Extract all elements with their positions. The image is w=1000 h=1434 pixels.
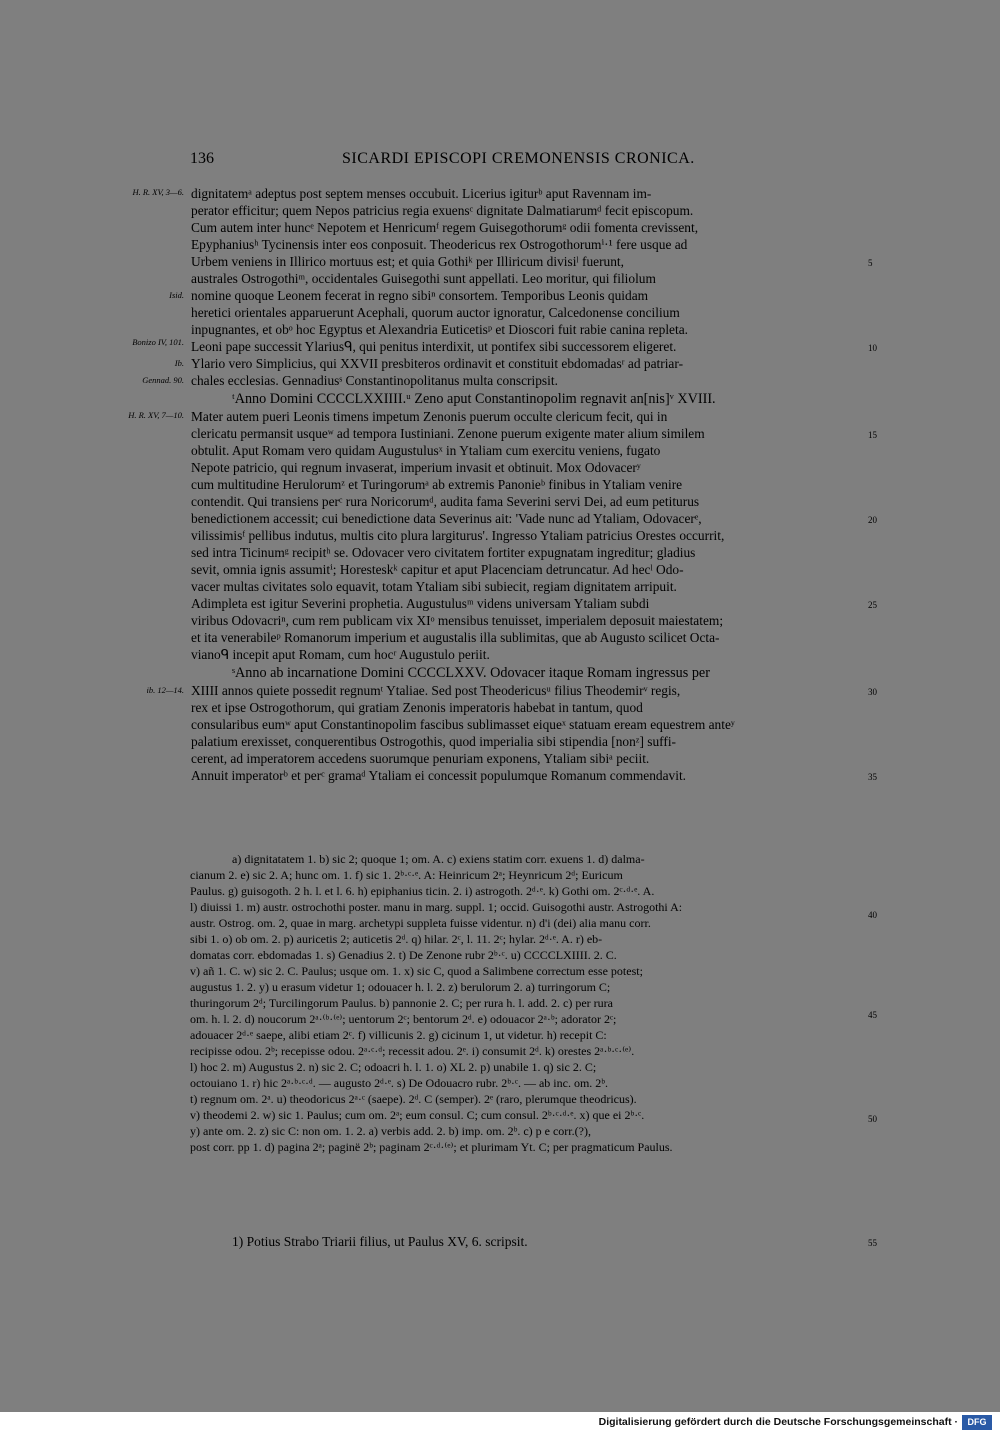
text-line: obtulit. Aput Romam vero quidam Augustulusˣ in Ytaliam cum exercitu veniens, fugato [191,443,661,458]
text-line: cerent, ad imperatorem accedens suorumque penuriam exponens, Ytaliam sibiᵃ peciit. [191,751,650,766]
text-line: clericatu permansit usqueʷ ad tempora Iustiniani. Zenone puerum exigente mater alium similem [191,426,705,441]
text-line: Urbem veniens in Illirico mortuus est; et quia Gothiᵏ per Illiricum divisiˡ fuerunt, [191,254,624,269]
text-line: consularibus eumʷ aput Constantinopolim fascibus sublimasset eiqueˣ statuam eream equestrem anteʸ [191,717,735,732]
margin-reference: H. R. XV, 3—6. [132,187,184,197]
text-line: vacer multas civitates solo equavit, totam Ytaliam sibi subiecit, regiam dignitatem arripuit. [191,579,677,594]
text-line: Adimpleta est igitur Severini prophetia. Augustulusᵐ videns universam Ytaliam subdi [191,596,650,611]
margin-reference: Gennad. 90. [142,375,184,385]
line-number: 5 [868,258,873,268]
apparatus-line: om. h. l. 2. d) noucorum 2ᵃ·⁽ᵇ·⁽ᵉ⁾; uentorum 2ᶜ; bentorum 2ᵈ. e) odouacor 2ᵃ·ᵇ; adorator 2ᶜ; [190,1012,617,1026]
line-number: 40 [868,910,877,920]
line-number: 15 [868,430,877,440]
line-number: 25 [868,600,877,610]
text-line: rex et ipse Ostrogothorum, qui gratiam Zenonis imperatoris habebat in tantum, quod [191,700,643,715]
text-line: perator efficitur; quem Nepos patricius regia exuensᶜ dignitate Dalmatiarumᵈ fecit episcopum. [191,203,694,218]
section-heading-line: ᵗAnno Domini CCCCLXXIIII.ᵘ Zeno aput Constantinopolim regnavit an[nis]ᵛ XVIII. [232,391,716,407]
apparatus-line: l) diuissi 1. m) austr. ostrochothi poster. manu in marg. suppl. 1; occid. Guisogothi austr. Astrogothi A: [190,900,683,914]
apparatus-line: domatas corr. ebdomadas 1. s) Genadius 2. t) De Zenone rubr 2ᵇ·ᶜ. u) CCCCLXIIII. 2. C. [190,948,617,962]
apparatus-line: y) ante om. 2. z) sic C: non om. 1. 2. a) verbis add. 2. b) imp. om. 2ᵇ. c) p e corr.(?), [190,1124,591,1138]
text-line: nomine quoque Leonem fecerat in regno sibiⁿ consortem. Temporibus Leonis quidam [191,288,649,303]
margin-reference: Bonizo IV, 101. [132,337,184,347]
text-line: Mater autem pueri Leonis timens impetum Zenonis puerum occulte clericum fecit, qui in [191,409,668,424]
text-line: benedictionem accessit; cui benedictione data Severinus ait: 'Vade nunc ad Ytaliam, Odovacerᵉ, [191,511,702,526]
line-number: 50 [868,1114,877,1124]
text-line: sevit, omnia ignis assumitⁱ; Horesteskᵏ capitur et aput Placenciam detruncatur. Ad hecˡ Odo- [191,562,684,577]
text-line: Epyphaniusʰ Tycinensis inter eos conposuit. Theodericus rex Ostrogothorumⁱ·¹ fere usque ad [191,237,688,252]
apparatus-line: thuringorum 2ᵈ; Turcilingorum Paulus. b) pannonie 2. C; per rura h. l. add. 2. c) per rura [190,996,613,1010]
apparatus-line: octouiano 1. r) hic 2ᵃ·ᵇ·ᶜ·ᵈ. — augusto 2ᵈ·ᵉ. s) De Odouacro rubr. 2ᵇ·ᶜ. — ab inc. om. 2ᵇ. [190,1076,609,1090]
text-line: palatium erexisset, conquerentibus Ostrogothis, quod imperialia sibi stipendia [nonᶻ] suffi- [191,734,677,749]
text-line: heretici orientales apparuerunt Acephali, quorum auctor ignoratur, Calcedonense concilium [191,305,680,320]
dfg-logo-icon [962,1415,992,1430]
line-number: 20 [868,515,877,525]
text-line: XIIII annos quiete possedit regnumᵗ Ytaliae. Sed post Theodericusᵘ filius Theodemirᵛ regis, [191,683,681,698]
margin-reference: Ib. [174,358,184,368]
text-line: et ita venerabileᵖ Romanorum imperium et augustalis illa sublimitas, que ab Augusto scilicet Octa- [191,630,720,645]
apparatus-line: austr. Ostrog. om. 2, quae in marg. archetypi suppleta fuisse videntur. n) d'i (dei) alia manu corr. [190,916,651,930]
line-number: 45 [868,1010,877,1020]
text-line: contendit. Qui transiens perᶜ rura Noricorumᵈ, audita fama Severini servi Dei, ad eum petiturus [191,494,700,509]
apparatus-line: a) dignitatatem 1. b) sic 2; quoque 1; om. A. c) exiens statim corr. exuens 1. d) dalma- [232,852,645,866]
line-number: 35 [868,772,877,782]
apparatus-line: v) añ 1. C. w) sic 2. C. Paulus; usque om. 1. x) sic C, quod a Salimbene correctum esse potest; [190,964,643,978]
text-line: viribus Odovacriⁿ, cum rem publicam vix XIᵒ mensibus tenuisset, imperialem deposuit maiestatem; [191,613,724,628]
line-number: 30 [868,687,877,697]
line-number: 55 [868,1238,877,1248]
page-number: 136 [190,150,214,167]
apparatus-line: post corr. pp 1. d) pagina 2ᵃ; paginë 2ᵇ; paginam 2ᶜ·ᵈ·⁽ᵉ⁾; et plurimam Yt. C; per pragmaticum Paulus. [190,1140,673,1154]
text-line: chales ecclesias. Gennadiusˢ Constantinopolitanus multa conscripsit. [191,373,558,388]
apparatus-line: augustus 1. 2. y) u erasum videtur 1; odouacer h. l. 2. z) berulorum 2. a) turringorum C; [190,980,611,994]
text-line: dignitatemᵃ adeptus post septem menses occubuit. Licerius igiturᵇ aput Ravennam im- [191,186,652,201]
text-line: Leoni pape successit Ylariusᑫ, qui penitus interdixit, ut pontifex sibi successorem eligeret. [191,339,677,354]
apparatus-line: Paulus. g) guisogoth. 2 h. l. et l. 6. h) epiphanius ticin. 2. i) astrogoth. 2ᵈ·ᵉ. k) Gothi om. 2ᶜ·ᵈ·ᵉ. A. [190,884,655,898]
funding-credit: Digitalisierung gefördert durch die Deutsche Forschungsgemeinschaft · [598,1416,958,1428]
apparatus-line: l) hoc 2. m) Augustus 2. n) sic 2. C; odoacri h. l. 1. o) XL 2. p) unabile 1. q) sic 2. C; [190,1060,597,1074]
text-line: vianoᑫ incepit aput Romam, cum hocʳ Augustulo periit. [191,647,490,662]
line-number: 10 [868,343,877,353]
apparatus-line: t) regnum om. 2ᵃ. u) theodoricus 2ᵃ·ᶜ (saepe). 2ᵈ. C (semper). 2ᵉ (raro, plerumque theodricus). [190,1092,637,1106]
running-title: SICARDI EPISCOPI CREMONENSIS CRONICA. [342,150,695,167]
footnote: 1) Potius Strabo Triarii filius, ut Paulus XV, 6. scripsit. [232,1234,528,1249]
text-line: vilissimisᶠ pellibus indutus, multis cito plura largiturus'. Ingresso Ytaliam patricius Orestes occurrit, [191,528,725,543]
text-line: Cum autem inter huncᵉ Nepotem et Henricumᶠ regem Guisegothorumᵍ odii fomenta crevissent, [191,220,699,235]
text-line: cum multitudine Herulorumᶻ et Turingorumᵃ ab extremis Panonieᵇ finibus in Ytaliam venire [191,477,683,492]
text-line: Nepote patricio, qui regnum invaserat, imperium invasit et obtinuit. Mox Odovacerʸ [191,460,641,475]
text-line: inpugnantes, et obᵒ hoc Egyptus et Alexandria Euticetisᵖ et Dioscori fuit rabie canina repleta. [191,322,688,337]
margin-reference: ib. 12—14. [146,685,184,695]
footer-bar [0,1412,1000,1434]
apparatus-line: sibi 1. o) ob om. 2. p) auricetis 2; auticetis 2ᵈ. q) hilar. 2ᶜ, l. 11. 2ᶜ; hylar. 2ᵈ·ᵉ. A. r) eb- [190,932,603,946]
apparatus-line: adouacer 2ᵈ·ᵉ saepe, alibi etiam 2ᶜ. f) villicunis 2. g) cicinum 1, ut videtur. h) recepit C: [190,1028,607,1042]
text-line: australes Ostrogothiᵐ, occidentales Guisegothi sunt appellati. Leo moritur, qui filiolum [191,271,656,286]
apparatus-line: cianum 2. e) sic 2. A; hunc om. 1. f) sic 1. 2ᵇ·ᶜ·ᵉ. A: Heinricum 2ᵃ; Heynricum 2ᵈ; Euricum [190,868,623,882]
section-heading-line: ˢAnno ab incarnatione Domini CCCCLXXV. Odovacer itaque Romam ingressus per [232,665,710,681]
text-line: sed intra Ticinumᵍ recipitʰ se. Odovacer vero civitatem fortiter expugnatam ingreditur; gladius [191,545,696,560]
margin-reference: H. R. XV, 7—10. [128,410,184,420]
margin-reference: Isid. [169,290,184,300]
text-line: Annuit imperatorᵇ et perᶜ gramaᵈ Ytaliam ei concessit populumque Romanum commendavit. [191,768,687,783]
apparatus-line: recipisse odou. 2ᵇ; recepisse odou. 2ᵃ·ᶜ·ᵈ; recessit adou. 2ᵉ. i) consumit 2ᵈ. k) orestes 2ᵃ·ᵇ·ᶜ·⁽ᵉ⁾. [190,1044,635,1058]
apparatus-line: v) theodemi 2. w) sic 1. Paulus; cum om. 2ᵃ; eum consul. C; cum consul. 2ᵇ·ᶜ·ᵈ·ᵉ. x) que ei 2ᵇ·ᶜ. [190,1108,645,1122]
text-line: Ylario vero Simplicius, qui XXVII presbiteros ordinavit et constituit ebdomadasʳ ad patriar- [191,356,684,371]
